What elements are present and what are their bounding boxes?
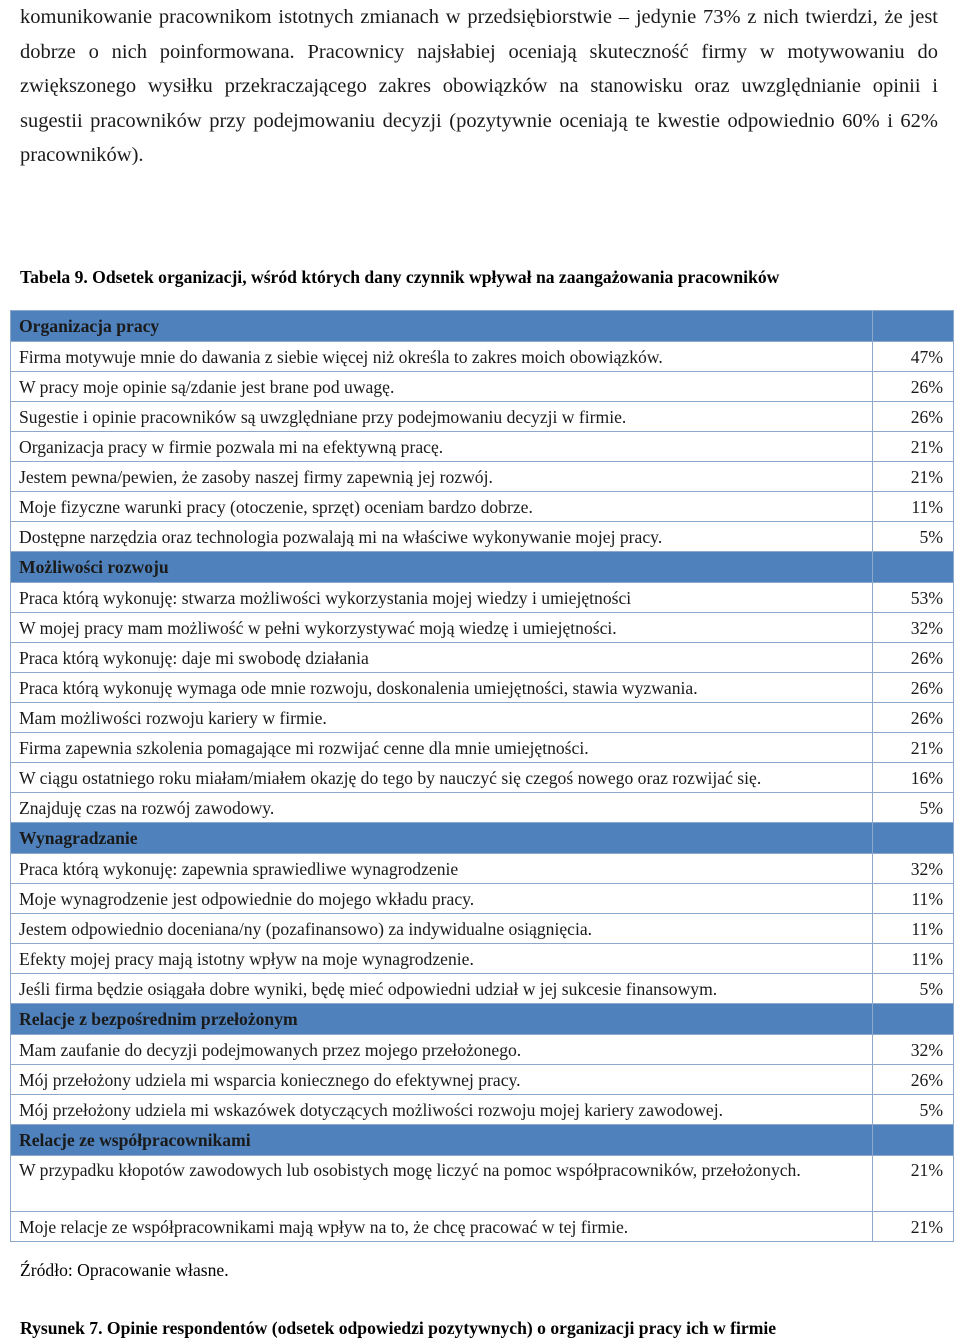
factor-percentage: 26% — [873, 372, 954, 402]
factor-text: Jestem odpowiednio doceniana/ny (pozafinansowo) za indywidualne osiągnięcia. — [11, 914, 873, 944]
factor-percentage: 26% — [873, 643, 954, 673]
section-header: Relacje ze współpracownikami — [11, 1125, 873, 1156]
table-row — [11, 1095, 954, 1125]
factor-percentage: 26% — [873, 1065, 954, 1095]
factor-percentage: 5% — [873, 974, 954, 1004]
factor-percentage: 5% — [873, 793, 954, 823]
table-row — [11, 854, 954, 884]
table-row — [11, 613, 954, 643]
factor-percentage: 16% — [873, 763, 954, 793]
table-row — [11, 342, 954, 372]
factor-text: Moje fizyczne warunki pracy (otoczenie, sprzęt) oceniam bardzo dobrze. — [11, 492, 873, 522]
factor-percentage: 26% — [873, 402, 954, 432]
table-row — [11, 673, 954, 703]
factor-percentage: 21% — [873, 432, 954, 462]
factor-text: Praca którą wykonuję: daje mi swobodę działania — [11, 643, 873, 673]
section-header-row — [11, 1125, 954, 1156]
section-header: Relacje z bezpośrednim przełożonym — [11, 1004, 873, 1035]
intro-paragraph: komunikowanie pracownikom istotnych zmianach w przedsiębiorstwie – jedynie 73% z nich twierdzi, że jest dobrze o nich poinformowana. Pracownicy najsłabiej oceniają skuteczność firmy w motywowaniu do zwiększonego wysiłku przekraczającego zakres obowiązków na stanowisku oraz uwzględnianie opinii i sugestii pracowników przy podejmowaniu decyzji (pozytywnie oceniają te kwestie odpowiednio 60% i 62% pracowników). — [20, 6, 938, 166]
table-row — [11, 372, 954, 402]
section-header-row — [11, 311, 954, 342]
factor-percentage: 11% — [873, 492, 954, 522]
figure-caption: Rysunek 7. Opinie respondentów (odsetek odpowiedzi pozytywnych) o organizacji pracy ich w firmie — [20, 1318, 777, 1338]
table-row — [11, 643, 954, 673]
factor-text: Mój przełożony udziela mi wskazówek dotyczących możliwości rozwoju mojej kariery zawodowej. — [11, 1095, 873, 1125]
table-row — [11, 492, 954, 522]
table-row — [11, 944, 954, 974]
table-row — [11, 522, 954, 552]
factor-text: Praca którą wykonuję: stwarza możliwości wykorzystania mojej wiedzy i umiejętności — [11, 583, 873, 613]
factor-percentage: 26% — [873, 673, 954, 703]
factor-text: Moje wynagrodzenie jest odpowiednie do mojego wkładu pracy. — [11, 884, 873, 914]
factor-text: Znajduję czas na rozwój zawodowy. — [11, 793, 873, 823]
table-row — [11, 1156, 954, 1212]
factor-text: Praca którą wykonuję: zapewnia sprawiedliwe wynagrodzenie — [11, 854, 873, 884]
section-header-blank — [873, 1125, 954, 1156]
factor-text: Efekty mojej pracy mają istotny wpływ na moje wynagrodzenie. — [11, 944, 873, 974]
factor-text: Jeśli firma będzie osiągała dobre wyniki, będę mieć odpowiedni udział w jej sukcesie finansowym. — [11, 974, 873, 1004]
section-header: Organizacja pracy — [11, 311, 873, 342]
factor-text: W mojej pracy mam możliwość w pełni wykorzystywać moją wiedzę i umiejętności. — [11, 613, 873, 643]
table-row — [11, 432, 954, 462]
factor-percentage: 21% — [873, 1212, 954, 1242]
section-header: Możliwości rozwoju — [11, 552, 873, 583]
factor-text: Moje relacje ze współpracownikami mają wpływ na to, że chcę pracować w tej firmie. — [11, 1212, 873, 1242]
factor-text: W pracy moje opinie są/zdanie jest brane pod uwagę. — [11, 372, 873, 402]
section-header-blank — [873, 1004, 954, 1035]
factor-text: Mam możliwości rozwoju kariery w firmie. — [11, 703, 873, 733]
factor-percentage: 11% — [873, 944, 954, 974]
table-row — [11, 733, 954, 763]
factor-percentage: 26% — [873, 703, 954, 733]
factor-percentage: 47% — [873, 342, 954, 372]
factor-text: Dostępne narzędzia oraz technologia pozwalają mi na właściwe wykonywanie mojej pracy. — [11, 522, 873, 552]
factor-text: W przypadku kłopotów zawodowych lub osobistych mogę liczyć na pomoc współpracowników, przełożonych. — [11, 1156, 873, 1212]
table-row — [11, 583, 954, 613]
section-header-blank — [873, 823, 954, 854]
section-header: Wynagradzanie — [11, 823, 873, 854]
factor-text: Sugestie i opinie pracowników są uwzględniane przy podejmowaniu decyzji w firmie. — [11, 402, 873, 432]
factor-percentage: 5% — [873, 1095, 954, 1125]
table-row — [11, 884, 954, 914]
section-header-blank — [873, 311, 954, 342]
table-row — [11, 1212, 954, 1242]
section-header-row — [11, 552, 954, 583]
factor-text: Firma zapewnia szkolenia pomagające mi rozwijać cenne dla mnie umiejętności. — [11, 733, 873, 763]
section-header-blank — [873, 552, 954, 583]
table-row — [11, 1065, 954, 1095]
source-note: Źródło: Opracowanie własne. — [20, 1260, 229, 1280]
table-row — [11, 974, 954, 1004]
table-row — [11, 914, 954, 944]
factor-percentage: 11% — [873, 914, 954, 944]
table-row — [11, 793, 954, 823]
factor-percentage: 32% — [873, 854, 954, 884]
factor-text: Jestem pewna/pewien, że zasoby naszej firmy zapewnią jej rozwój. — [11, 462, 873, 492]
factor-percentage: 5% — [873, 522, 954, 552]
table-row — [11, 402, 954, 432]
factor-text: Praca którą wykonuję wymaga ode mnie rozwoju, doskonalenia umiejętności, stawia wyzwania. — [11, 673, 873, 703]
factor-percentage: 21% — [873, 1156, 954, 1212]
factor-percentage: 11% — [873, 884, 954, 914]
table-row — [11, 703, 954, 733]
section-header-row — [11, 823, 954, 854]
factor-text: Firma motywuje mnie do dawania z siebie więcej niż określa to zakres moich obowiązków. — [11, 342, 873, 372]
factor-text: Organizacja pracy w firmie pozwala mi na efektywną pracę. — [11, 432, 873, 462]
factor-text: W ciągu ostatniego roku miałam/miałem okazję do tego by nauczyć się czegoś nowego oraz rozwijać się. — [11, 763, 873, 793]
factor-text: Mój przełożony udziela mi wsparcia koniecznego do efektywnej pracy. — [11, 1065, 873, 1095]
engagement-factors-table — [10, 310, 954, 1242]
section-header-row — [11, 1004, 954, 1035]
table-title: Tabela 9. Odsetek organizacji, wśród których dany czynnik wpływał na zaangażowania pracowników — [20, 267, 780, 287]
table-row — [11, 763, 954, 793]
factor-percentage: 32% — [873, 613, 954, 643]
factor-text: Mam zaufanie do decyzji podejmowanych przez mojego przełożonego. — [11, 1035, 873, 1065]
factor-percentage: 32% — [873, 1035, 954, 1065]
factor-percentage: 53% — [873, 583, 954, 613]
factor-percentage: 21% — [873, 733, 954, 763]
table-row — [11, 1035, 954, 1065]
factor-percentage: 21% — [873, 462, 954, 492]
table-row — [11, 462, 954, 492]
